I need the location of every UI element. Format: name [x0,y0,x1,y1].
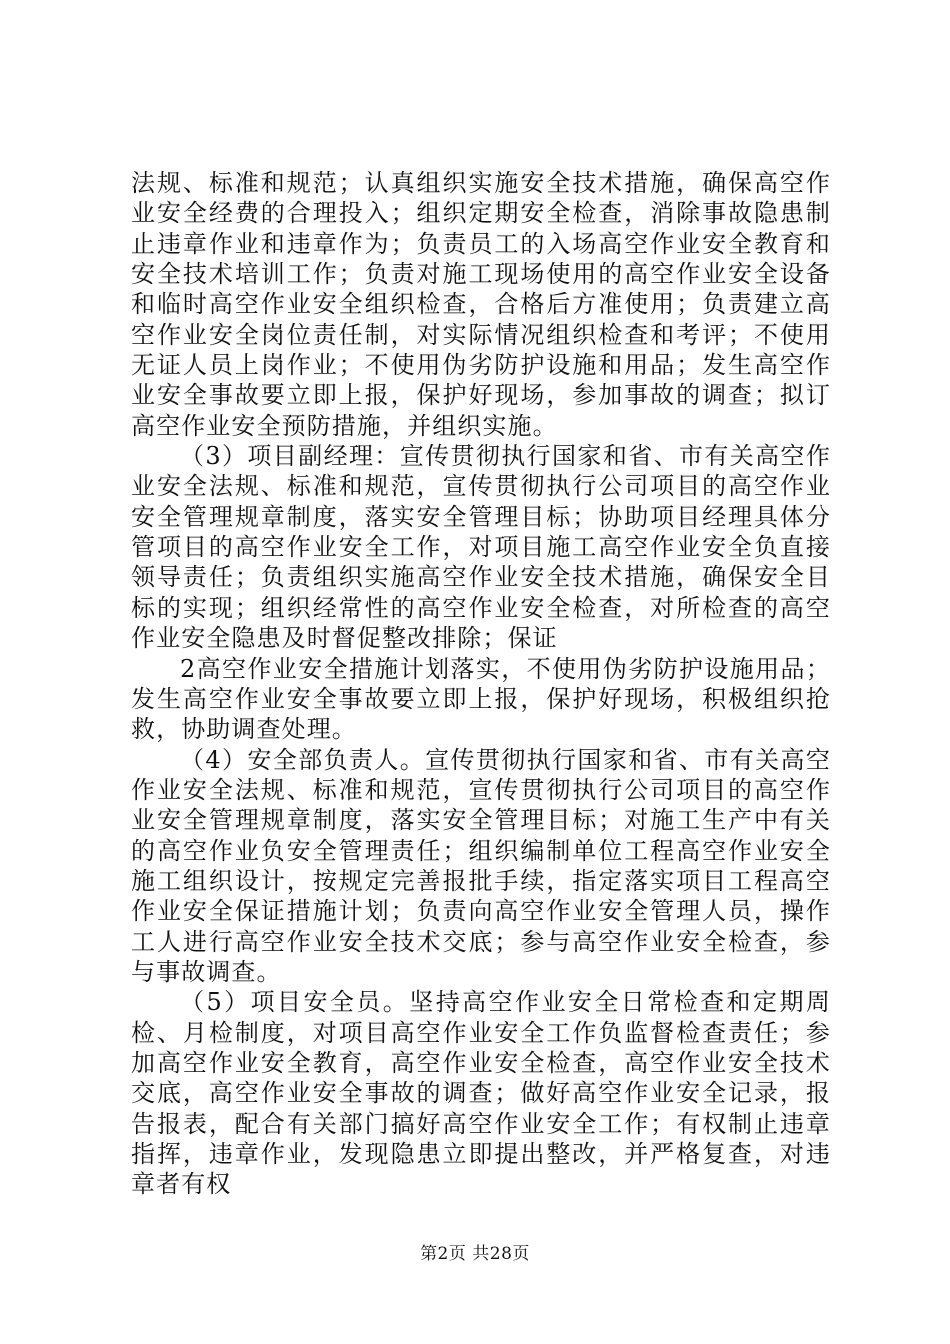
paragraph-3: 2高空作业安全措施计划落实，不使用伪劣防护设施用品；发生高空作业安全事故要立即上报，保护好现场，积极组织抢救，协助调查处理。 [131,654,831,744]
paragraph-2: （3）项目副经理：宣传贯彻执行国家和省、市有关高空作业安全法规、标准和规范，宣传贯彻执行公司项目的高空作业安全管理规章制度，落实安全管理目标；协助项目经理具体分管项目的高空作业安全工作，对项目施工高空作业安全负直接领导责任；负责组织实施高空作业安全技术措施，确保安全目标的实现；组织经常性的高空作业安全检查，对所检查的高空作业安全隐患及时督促整改排除；保证 [131,442,831,653]
page-number-footer: 第2页 共28页 [420,1244,530,1264]
document-body [131,168,831,1200]
paragraph-1: 法规、标准和规范；认真组织实施安全技术措施，确保高空作业安全经费的合理投入；组织定期安全检查，消除事故隐患制止违章作业和违章作为；负责员工的入场高空作业安全教育和安全技术培训工作；负责对施工现场使用的高空作业安全设备和临时高空作业安全组织检查，合格后方准使用；负责建立高空作业安全岗位责任制，对实际情况组织检查和考评；不使用无证人员上岗作业；不使用伪劣防护设施和用品；发生高空作业安全事故要立即上报，保护好现场，参加事故的调查；拟订高空作业安全预防措施，并组织实施。 [131,169,831,440]
paragraph-5: （5）项目安全员。坚持高空作业安全日常检查和定期周检、月检制度，对项目高空作业安全工作负监督检查责任；参加高空作业安全教育，高空作业安全检查，高空作业安全技术交底，高空作业安全事故的调查；做好高空作业安全记录，报告报表，配合有关部门搞好高空作业安全工作；有权制止违章指挥，违章作业，发现隐患立即提出整改，并严格复查，对违章者有权 [131,988,831,1199]
paragraph-4: （4）安全部负责人。宣传贯彻执行国家和省、市有关高空作业安全法规、标准和规范，宣传贯彻执行公司项目的高空作业安全管理规章制度，落实安全管理目标；对施工生产中有关的高空作业负安全管理责任；组织编制单位工程高空作业安全施工组织设计，按规定完善报批手续，指定落实项目工程高空作业安全保证措施计划；负责向高空作业安全管理人员，操作工人进行高空作业安全技术交底；参与高空作业安全检查，参与事故调查。 [131,745,831,986]
